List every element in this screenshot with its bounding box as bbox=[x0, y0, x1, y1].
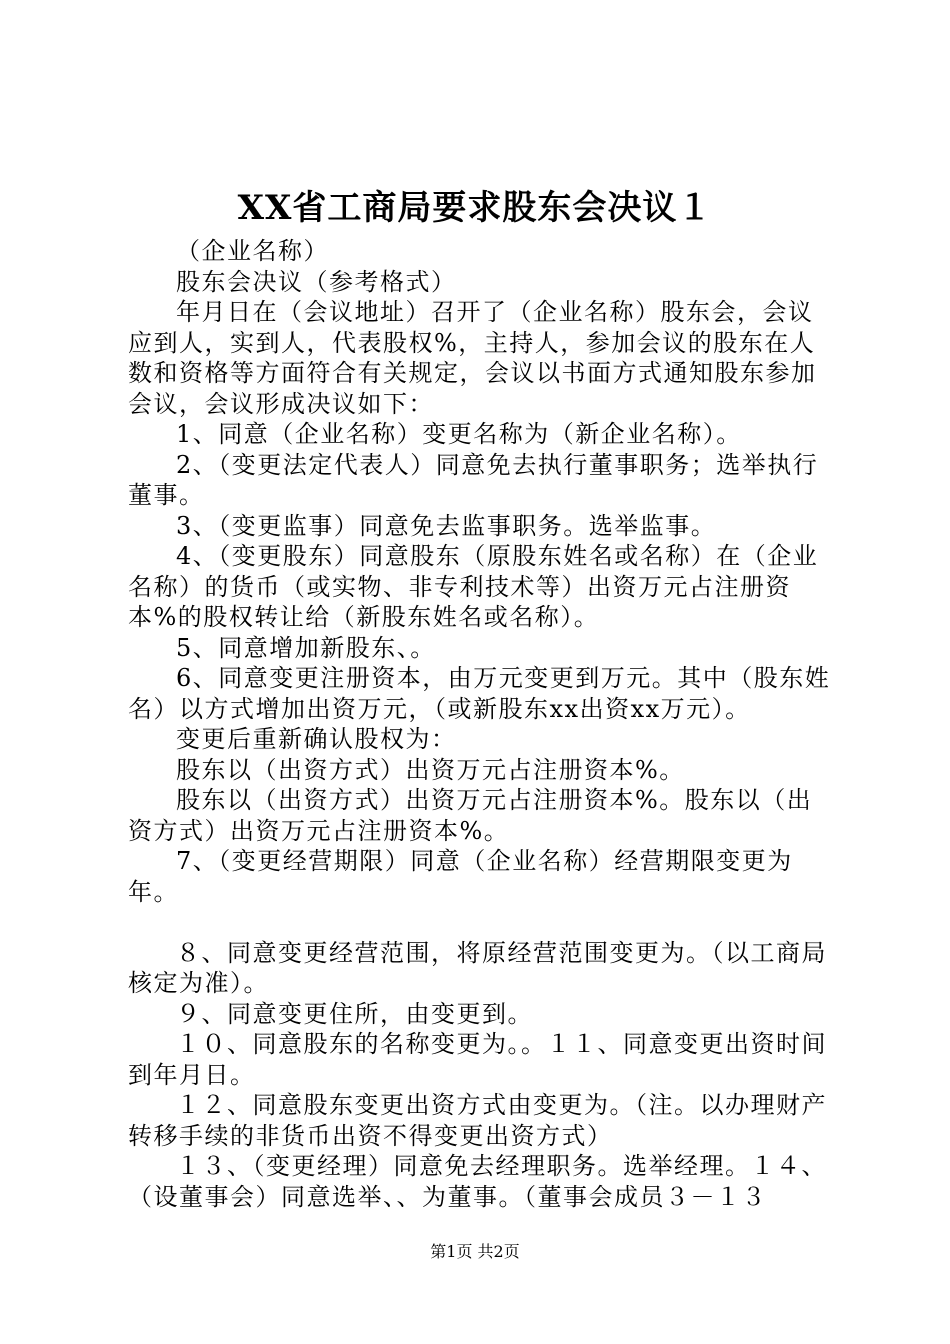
paragraph-item-7: 7、（变更经营期限）同意（企业名称）经营期限变更为年。 bbox=[128, 847, 793, 906]
paragraph-item-12: １２、同意股东变更出资方式由变更为。（注。以办理财产转移手续的非货币出资不得变更出资方式） bbox=[128, 1091, 827, 1150]
paragraph-item-4: 4、（变更股东）同意股东（原股东姓名或名称）在（企业名称）的货币（或实物、非专利技术等）出资万元占注册资本%的股权转让给（新股东姓名或名称）。 bbox=[128, 542, 819, 631]
paragraph-item-2: 2、（变更法定代表人）同意免去执行董事职务；选举执行董事。 bbox=[128, 450, 819, 509]
paragraph-shareholder-2: 股东以（出资方式）出资万元占注册资本%。股东以（出资方式）出资万元占注册资本%。 bbox=[128, 786, 813, 845]
paragraph-item-1: 1、同意（企业名称）变更名称为（新企业名称）。 bbox=[176, 420, 742, 448]
paragraph-item-13-14: １３、（变更经理）同意免去经理职务。选举经理。１４、（设董事会）同意选举、、为董事。（董事会成员３－１３ bbox=[128, 1152, 827, 1211]
paragraph-item-10-11: １０、同意股东的名称变更为。。１１、同意变更出资时间到年月日。 bbox=[128, 1030, 827, 1089]
paragraph-item-3: 3、（变更监事）同意免去监事职务。选举监事。 bbox=[176, 511, 717, 540]
paragraph-resolution-heading: 股东会决议（参考格式） bbox=[176, 267, 457, 296]
paragraph-item-8: ８、同意变更经营范围，将原经营范围变更为。（以工商局核定为准）。 bbox=[128, 938, 827, 997]
paragraph-company-name: （企业名称） bbox=[176, 237, 329, 265]
page-number-footer: 第1页 共2页 bbox=[430, 1242, 520, 1261]
paragraph-item-5: 5、同意增加新股东、。 bbox=[176, 633, 436, 662]
paragraph-item-6: 6、同意变更注册资本，由万元变更到万元。其中（股东姓名）以方式增加出资万元，（或新股东xx出资xx万元）。 bbox=[128, 664, 831, 723]
paragraph-reconfirm-equity: 变更后重新确认股权为： bbox=[176, 725, 457, 753]
paragraph-shareholder-1: 股东以（出资方式）出资万元占注册资本%。 bbox=[176, 755, 685, 784]
document-title: XX省工商局要求股东会决议１ bbox=[237, 188, 713, 228]
paragraph-blank bbox=[128, 907, 834, 938]
paragraph-item-9: ９、同意变更住所，由变更到。 bbox=[176, 999, 533, 1028]
document-body bbox=[128, 236, 834, 1212]
paragraph-meeting-intro: 年月日在（会议地址）召开了（企业名称）股东会，会议应到人，实到人，代表股权%，主持人，参加会议的股东在人数和资格等方面符合有关规定，会议以书面方式通知股东参加会议，会议形成决议如下： bbox=[128, 298, 817, 418]
